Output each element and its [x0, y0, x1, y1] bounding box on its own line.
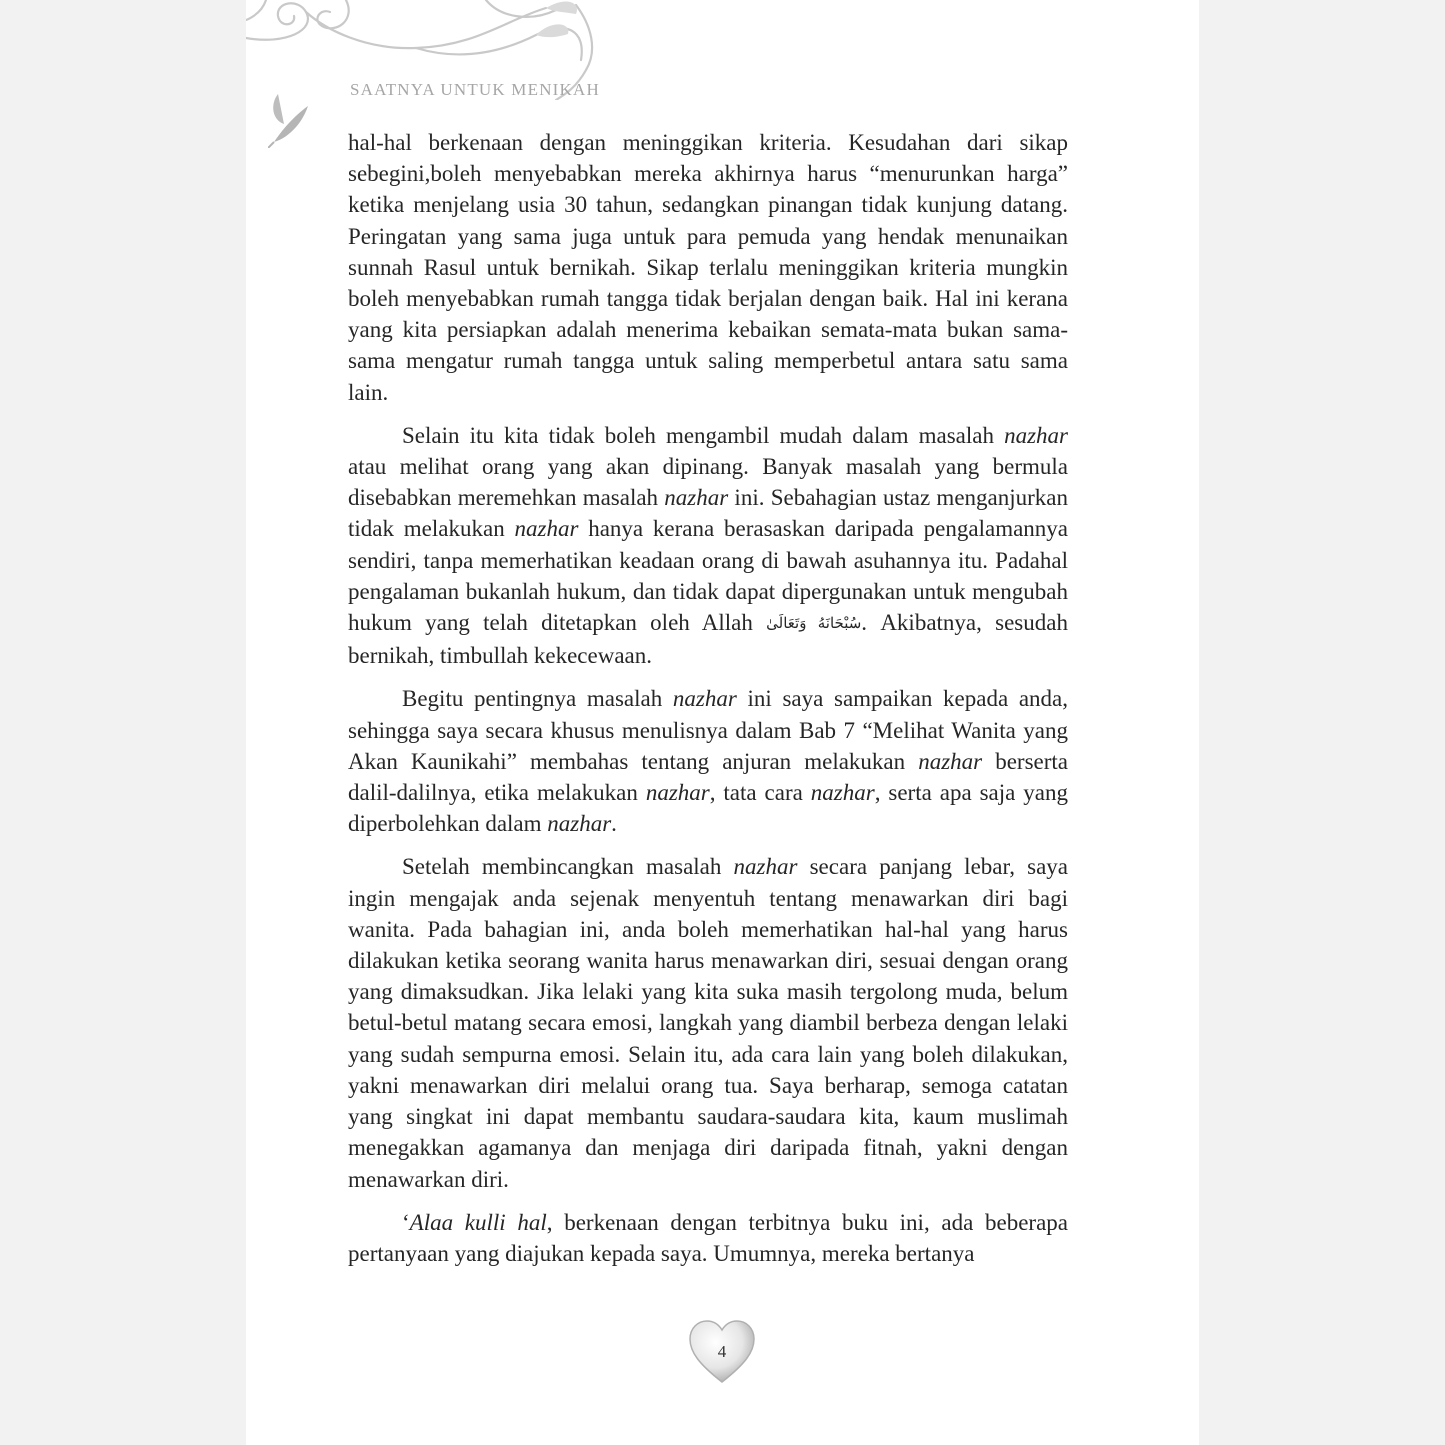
- paragraph: [348, 1207, 1068, 1269]
- body-text: [348, 127, 1068, 1281]
- text-run: berserta dalil-dalilnya, etika melakukan: [348, 748, 1068, 806]
- paragraph: [348, 683, 1068, 839]
- italic-term: Alaa kulli hal: [409, 1209, 547, 1235]
- text-run: hanya kerana berasaskan daripada pengalamannya sendiri, tanpa memerhatikan keadaan orang di bawah asuhannya itu. Padahal pengalaman bukanlah hukum, dan tidak dapat dipergunakan untuk mengubah hukum yang telah ditetapkan oleh Allah: [348, 516, 1068, 636]
- book-page: [246, 0, 1199, 1445]
- text-run: , berkenaan dengan terbitnya buku ini, ada beberapa pertanyaan yang diajukan kepada saya. Umumnya, mereka bertanya: [348, 1209, 1068, 1266]
- leaf-ornament-icon: [268, 90, 314, 148]
- text-run: atau melihat orang yang akan dipinang. Banyak masalah yang bermula disebabkan meremehkan masalah: [348, 454, 1068, 511]
- italic-term: nazhar: [1004, 422, 1068, 448]
- italic-term: nazhar: [514, 516, 579, 542]
- text-run: .: [611, 811, 617, 837]
- italic-term: nazhar: [645, 780, 710, 806]
- text-run: Selain itu kita tidak boleh mengambil mudah dalam masalah: [402, 422, 1005, 448]
- swt-glyph: سُبْحَانَهُ وَتَعَالَىٰ: [766, 616, 862, 633]
- text-run: Setelah membincangkan masalah: [402, 854, 734, 880]
- italic-term: nazhar: [664, 485, 729, 511]
- text-run: . Akibatnya, sesudah bernikah, timbullah kekecewaan.: [348, 610, 1068, 669]
- italic-term: nazhar: [672, 686, 737, 712]
- text-run: ‘: [402, 1209, 410, 1235]
- text-run: ini saya sampaikan kepada anda, sehingga saya secara khusus menulisnya dalam Bab 7 “Melihat Wanita yang Akan Kaunikahi” membahas tentang anjuran melakukan: [348, 686, 1069, 774]
- italic-term: nazhar: [810, 780, 875, 806]
- text-run: Begitu pentingnya masalah: [402, 686, 673, 712]
- text-run: ini. Sebahagian ustaz menganjurkan tidak melakukan: [348, 485, 1068, 542]
- paragraph: [348, 851, 1068, 1194]
- running-head-title: SAATNYA UNTUK MENIKAH: [350, 80, 600, 99]
- italic-term: nazhar: [733, 854, 798, 880]
- italic-term: nazhar: [918, 748, 983, 774]
- paragraph: [348, 420, 1068, 672]
- text-run: , serta apa saja yang diperbolehkan dalam: [348, 780, 1069, 837]
- text-run: secara panjang lebar, saya ingin mengajak anda sejenak menyentuh tentang menawarkan diri bagi wanita. Pada bahagian ini, anda boleh memerhatikan hal-hal yang harus dilakukan ketika seorang wanita harus menawarkan diri, sesuai dengan orang yang dimaksudkan. Jika lelaki yang kita suka masih tergolong muda, belum betul-betul matang secara emosi, langkah yang diambil berbeza dengan lelaki yang sudah sempurna emosi. Selain itu, ada cara lain yang boleh dilakukan, yakni menawarkan diri melalui orang tua. Saya berharap, semoga catatan yang singkat ini dapat membantu saudara-saudara kita, kaum muslimah menegakkan agamanya dan menjaga diri daripada fitnah, yakni dengan menawarkan diri.: [348, 854, 1069, 1192]
- text-run: , tata cara: [709, 780, 811, 806]
- italic-term: nazhar: [547, 811, 612, 837]
- page-number: 4: [717, 1342, 727, 1361]
- paragraph: hal-hal berkenaan dengan meninggikan kriteria. Kesudahan dari sikap sebegini,boleh menyebabkan mereka akhirnya harus “menurunkan harga” ketika menjelang usia 30 tahun, sedangkan pinangan tidak kunjung datang. Peringatan yang sama juga untuk para pemuda yang hendak menunaikan sunnah Rasul untuk bernikah. Sikap terlalu meninggikan kriteria mungkin boleh menyebabkan rumah tangga tidak berjalan dengan baik. Hal ini kerana yang kita persiapkan adalah menerima kebaikan semata-mata bukan sama-sama mengatur rumah tangga untuk saling memperbetul antara satu sama lain.: [348, 130, 1068, 405]
